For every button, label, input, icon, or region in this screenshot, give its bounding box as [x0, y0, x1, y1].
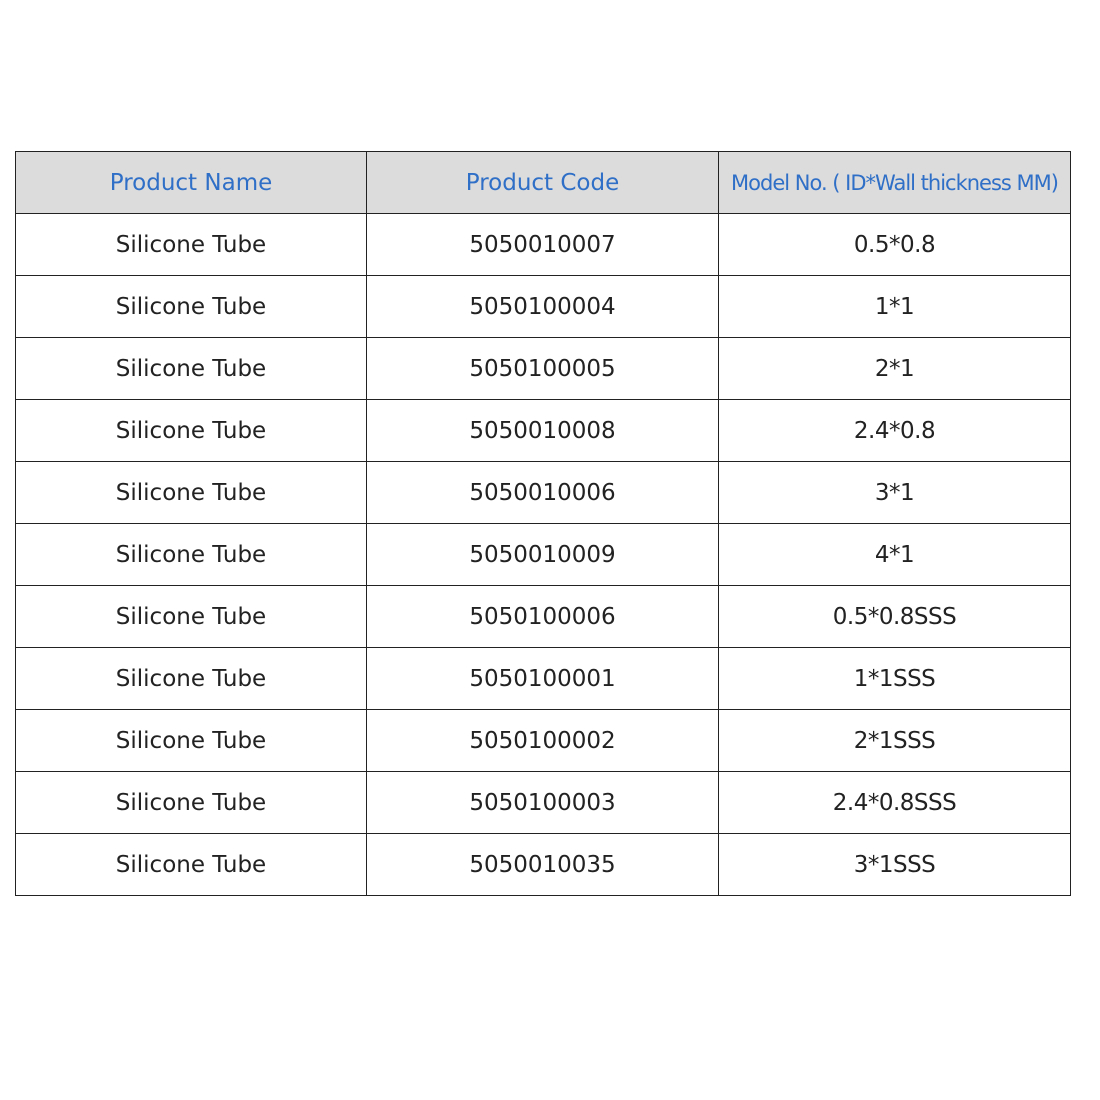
model-no-cell: 0.5*0.8 [719, 214, 1071, 276]
header-product-name: Product Name [16, 152, 367, 214]
product-code-cell: 5050100001 [367, 648, 719, 710]
table-header [16, 152, 1071, 214]
model-no-cell: 3*1SSS [719, 834, 1071, 896]
product-code-cell: 5050010008 [367, 400, 719, 462]
table-row [16, 400, 1071, 462]
table-row [16, 338, 1071, 400]
model-no-cell: 3*1 [719, 462, 1071, 524]
model-no-cell: 2*1 [719, 338, 1071, 400]
model-no-cell: 1*1SSS [719, 648, 1071, 710]
model-no-cell: 2.4*0.8SSS [719, 772, 1071, 834]
product-code-cell: 5050010006 [367, 462, 719, 524]
product-code-cell: 5050100003 [367, 772, 719, 834]
header-product-code: Product Code [367, 152, 719, 214]
product-name-cell: Silicone Tube [16, 710, 367, 772]
table-row [16, 462, 1071, 524]
product-name-cell: Silicone Tube [16, 834, 367, 896]
table-row [16, 710, 1071, 772]
product-name-cell: Silicone Tube [16, 772, 367, 834]
product-name-cell: Silicone Tube [16, 462, 367, 524]
model-no-cell: 1*1 [719, 276, 1071, 338]
table-row [16, 834, 1071, 896]
product-name-cell: Silicone Tube [16, 276, 367, 338]
product-code-cell: 5050010007 [367, 214, 719, 276]
table-row [16, 586, 1071, 648]
product-code-cell: 5050100005 [367, 338, 719, 400]
header-model-no: Model No. ( ID*Wall thickness MM) [719, 152, 1071, 214]
model-no-cell: 4*1 [719, 524, 1071, 586]
product-code-cell: 5050100004 [367, 276, 719, 338]
model-no-cell: 0.5*0.8SSS [719, 586, 1071, 648]
model-no-cell: 2.4*0.8 [719, 400, 1071, 462]
product-name-cell: Silicone Tube [16, 214, 367, 276]
product-spec-table [15, 151, 1071, 896]
table-body [16, 214, 1071, 896]
product-name-cell: Silicone Tube [16, 400, 367, 462]
table-row [16, 276, 1071, 338]
table-row [16, 648, 1071, 710]
product-name-cell: Silicone Tube [16, 586, 367, 648]
product-code-cell: 5050010009 [367, 524, 719, 586]
product-name-cell: Silicone Tube [16, 338, 367, 400]
product-code-cell: 5050100002 [367, 710, 719, 772]
table-row [16, 772, 1071, 834]
header-row [16, 152, 1071, 214]
product-code-cell: 5050010035 [367, 834, 719, 896]
model-no-cell: 2*1SSS [719, 710, 1071, 772]
table-row [16, 524, 1071, 586]
product-code-cell: 5050100006 [367, 586, 719, 648]
product-name-cell: Silicone Tube [16, 648, 367, 710]
table-row [16, 214, 1071, 276]
product-name-cell: Silicone Tube [16, 524, 367, 586]
